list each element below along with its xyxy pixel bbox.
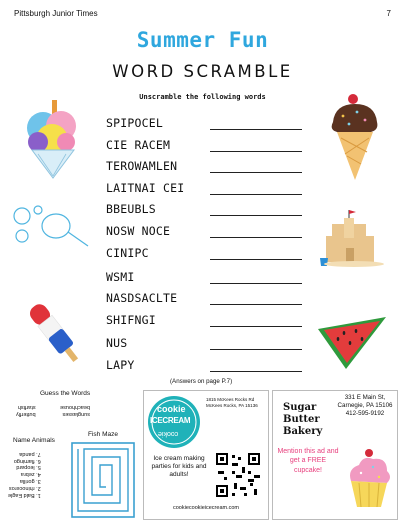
scrambled-word: LAITNAI CEI xyxy=(106,181,185,195)
answer-line[interactable] xyxy=(210,129,302,130)
page-subtitle: WORD SCRAMBLE xyxy=(112,62,293,81)
bakery-promo: Mention this ad and get a FREE cupcake! xyxy=(277,448,339,474)
bakery-name-3: Bakery xyxy=(283,426,323,437)
page-title: Summer Fun xyxy=(136,28,269,52)
cupcake-icon xyxy=(343,447,395,511)
cookie-icecream-ad xyxy=(143,390,269,520)
scrambled-word: TEROWAMLEN xyxy=(106,159,178,173)
guess-words-answers-2: sunglasses beachhouse xyxy=(60,403,90,417)
bakery-address: 331 E Main St, Carnegie, PA 15106 412-595-9192 xyxy=(337,394,393,418)
answer-line[interactable] xyxy=(210,283,302,284)
answer-line[interactable] xyxy=(210,326,302,327)
answer-line[interactable] xyxy=(210,172,302,173)
sandcastle-icon xyxy=(318,208,384,268)
scrambled-word: CINIPC xyxy=(106,246,149,260)
guess-words-heading: Guess the Words xyxy=(40,390,91,397)
logo-bottom: cookie xyxy=(158,430,179,438)
answer-line[interactable] xyxy=(210,371,302,372)
scrambled-word: WSMI xyxy=(106,270,135,284)
scrambled-word: SPIPOCEL xyxy=(106,116,163,130)
answer-line[interactable] xyxy=(210,304,302,305)
scrambled-word: NOSW NOCE xyxy=(106,224,171,238)
scrambled-word: LAPY xyxy=(106,358,135,372)
fish-maze-heading: Fish Maze xyxy=(88,431,118,438)
watermelon-icon xyxy=(316,313,388,371)
page-number: 7 xyxy=(386,9,391,18)
bubble-wand-icon xyxy=(8,200,90,255)
answers-note: (Answers on page P.7) xyxy=(170,378,233,385)
guess-words-answers-1: butterfly starfish xyxy=(16,403,36,417)
qr-code-icon xyxy=(214,451,262,499)
bakery-name-2: Butter xyxy=(283,414,320,425)
scrambled-word: NASDSACLTE xyxy=(106,291,178,305)
name-animals-answers: 1. Bald Eagle 2. rhinoceros 3. gorilla 4. zebra 5. leopard 6. flamingo 7. panda xyxy=(8,450,41,499)
answer-line[interactable] xyxy=(210,151,302,152)
publication-name: Pittsburgh Junior Times xyxy=(14,9,98,18)
cookie-tagline: Ice cream making parties for kids and adults! xyxy=(151,455,207,479)
answer-line[interactable] xyxy=(210,237,302,238)
scrambled-word: BBEUBLS xyxy=(106,202,156,216)
scrambled-word: NUS xyxy=(106,336,128,350)
scrambled-word: SHIFNGI xyxy=(106,313,156,327)
logo-top: cookie xyxy=(157,404,186,414)
cookie-website[interactable]: cookiecookieicecream.com xyxy=(172,505,240,511)
instructions: Unscramble the following words xyxy=(139,93,266,101)
answer-line[interactable] xyxy=(210,215,302,216)
bakery-name-1: Sugar xyxy=(283,402,317,413)
answer-line[interactable] xyxy=(210,259,302,260)
popsicle-icon xyxy=(20,298,88,370)
ice-cream-cone-icon xyxy=(327,92,383,182)
scrambled-word: CIE RACEM xyxy=(106,138,171,152)
sugar-butter-bakery-ad xyxy=(272,390,398,520)
logo-mid: ICECREAM xyxy=(150,416,191,425)
answer-line[interactable] xyxy=(210,194,302,195)
name-animals-heading: Name Animals xyxy=(13,437,55,444)
cookie-address: 1815 McKees Rocks Rd McKees Rocks, PA 15136 xyxy=(206,397,258,408)
snow-cone-icon xyxy=(18,98,90,180)
maze-icon xyxy=(70,441,136,519)
answer-line[interactable] xyxy=(210,349,302,350)
